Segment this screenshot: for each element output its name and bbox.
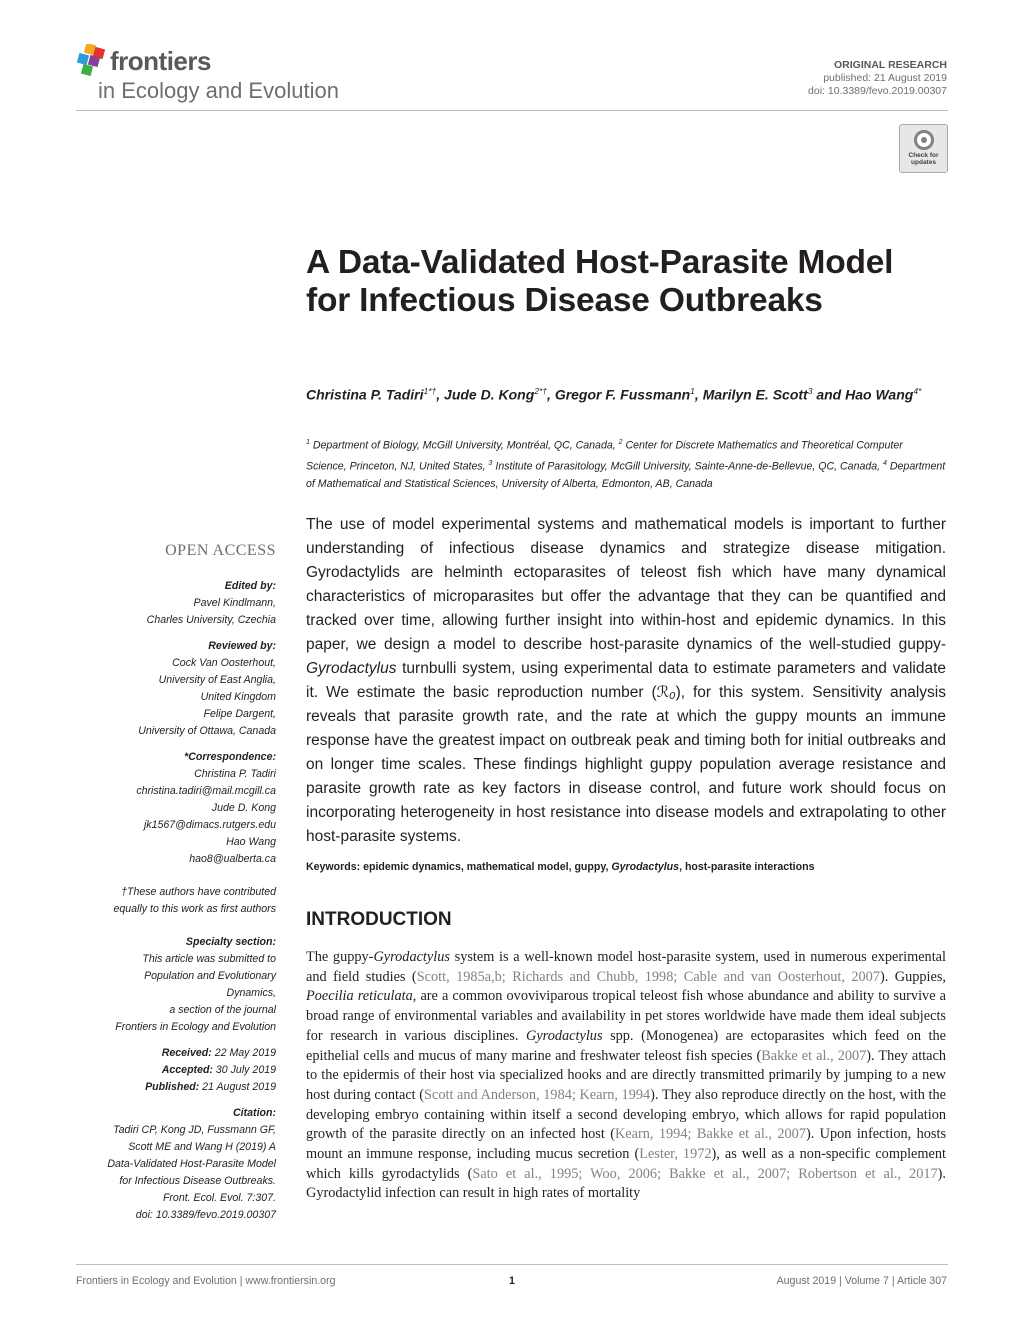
journal-logo[interactable] (76, 44, 376, 106)
affiliation-number: 4 (883, 460, 887, 468)
equal-contribution-note (76, 884, 276, 918)
citation-line: Data-Validated Host-Parasite Model (107, 1158, 276, 1170)
text-run: Gyrodactylus (306, 660, 397, 677)
author-name[interactable]: Jude D. Kong (444, 386, 535, 403)
published-date-sidebar: Published: 21 August 2019 (145, 1081, 276, 1093)
correspondent-email[interactable]: christina.tadiri@mail.mcgill.ca (136, 785, 276, 797)
author-separator: , (547, 386, 555, 403)
citation-doi[interactable]: doi: 10.3389/fevo.2019.00307 (135, 1209, 276, 1221)
affiliation-number: 2 (618, 439, 623, 446)
citation-link[interactable]: Sato et al., 1995; Woo, 2006; Bakke et al., 2007; Robertson et al., 2017 (472, 1165, 938, 1182)
citation-link[interactable]: Scott, 1985a,b; Richards and Chubb, 1998; Cable and van Oosterhout, 2007 (416, 968, 880, 985)
text-run: turnbulli system, using experimental data to estimate parameters and validate it. We estimate the basic reproduction number ( (306, 660, 946, 701)
accepted-date: Accepted: 30 July 2019 (161, 1064, 276, 1076)
reviewer-line: Cock Van Oosterhout, (172, 657, 276, 669)
equal-contribution-line: equally to this work as first authors (113, 903, 276, 915)
text-run: Keywords: epidemic dynamics, mathematical model, guppy, (306, 861, 612, 873)
text-run: ). Gyrodactylid infection can result in high rates of mortality (306, 1165, 946, 1202)
journal-brand: frontiers (110, 46, 211, 76)
text-run: ), for this system. Sensitivity analysis reveals that parasite growth rate, and the rate at which the guppy mounts an immune response have the greatest impact on outbreak peak and timing both for initial outbreaks and on longer time scales. These findings highlight guppy population average resistance and parasite growth rate as key factors in disease control, and future work should focus on incorporating heterogeneity in host resistance into disease models and extrapolating to other host-parasite systems. (306, 684, 946, 845)
text-run: ), as well as a non-specific complement which kills gyrodactylids ( (306, 1146, 946, 1182)
citation-line: for Infectious Disease Outbreaks. (119, 1175, 276, 1187)
affiliation-number: 3 (488, 460, 493, 468)
text-run: Gyrodactylus (526, 1027, 603, 1044)
crossmark-icon (914, 130, 934, 150)
reviewer-line: Felipe Dargent, (203, 708, 276, 720)
text-run: ). Guppies, (879, 968, 946, 985)
reviewer-line: University of Ottawa, Canada (138, 725, 276, 737)
text-run: are a common ovoviviparous tropical teleost fish whose abundance and ability to survive a broad range of environmental variables and availability in pet stores worldwide have made them ideal subjects for research in various disciplines. (306, 988, 946, 1044)
received-date: Received: 22 May 2019 (161, 1047, 276, 1059)
article-title: A Data-Validated Host-Parasite Model for Infectious Disease Outbreaks (306, 244, 894, 319)
correspondent-email[interactable]: jk1567@dimacs.rutgers.edu (143, 819, 276, 831)
specialty-section-block (76, 934, 276, 1036)
abstract (306, 513, 946, 849)
citation-line: Front. Ecol. Evol. 7:307. (162, 1192, 276, 1204)
text-run: ). Upon infection, hosts mount an immune response, including mucus secretion ( (306, 1126, 947, 1163)
text-run: Poecilia reticulata, (306, 988, 417, 1005)
author-separator: , (436, 386, 445, 403)
reviewed-by-label: Reviewed by: (208, 640, 276, 652)
check-updates-label: Check for updates (908, 152, 939, 166)
text-run: spp. (Monogenea) are ectoparasites which feed on the epithelial cells and mucus of many marine and freshwater teleost fish species ( (306, 1027, 946, 1064)
text-run: The guppy- (306, 949, 374, 965)
editor-line: Charles University, Czechia (146, 614, 276, 626)
author-affiliation-mark: 4* (913, 386, 922, 396)
affiliation-text: Department of Biology, McGill University, Montréal, QC, Canada, (309, 439, 619, 452)
specialty-line: Frontiers in Ecology and Evolution (115, 1021, 276, 1033)
author-name[interactable]: Marilyn E. Scott (702, 386, 808, 403)
correspondent-name: Hao Wang (226, 836, 276, 848)
article-type: ORIGINAL RESEARCH (834, 59, 947, 71)
article-meta (808, 59, 947, 98)
footer-issue: August 2019 | Volume 7 | Article 307 (776, 1275, 947, 1287)
edited-by-block (76, 578, 276, 629)
journal-subtitle: in Ecology and Evolution (98, 78, 339, 103)
edited-by-label: Edited by: (224, 580, 276, 592)
specialty-label: Specialty section: (185, 936, 276, 948)
editor-line: Pavel Kindlmann, (193, 597, 276, 609)
citation-link[interactable]: Lester, 1972 (639, 1146, 712, 1163)
author-list (306, 382, 946, 405)
reviewer-line: University of East Anglia, (158, 674, 276, 686)
footer-divider (76, 1264, 948, 1265)
citation-block (76, 1105, 276, 1224)
specialty-line: a section of the journal (169, 1004, 276, 1016)
author-affiliation-mark: 1*† (423, 386, 437, 396)
text-run: ). They attach to the epidermis of their host via specialized hooks and are directly transmitted primarily by jumping to a new host during contact ( (306, 1047, 946, 1103)
citation-link[interactable]: Kearn, 1994; Bakke et al., 2007 (614, 1126, 806, 1143)
text-run: ℛ₀ (656, 684, 676, 701)
citation-link[interactable]: Scott and Anderson, 1984; Kearn, 1994 (424, 1086, 651, 1103)
text-run: ). They also reproduce directly on the host, with the developing embryo containing within itself a second developing embryo, which allows for rapid population growth of the parasite directly on an infected host ( (306, 1086, 947, 1143)
citation-link[interactable]: Bakke et al., 2007 (761, 1047, 867, 1064)
open-access-label: OPEN ACCESS (165, 542, 276, 559)
author-name[interactable]: Christina P. Tadiri (306, 386, 424, 403)
author-separator: and (812, 386, 846, 403)
text-run: Gyrodactylus (611, 861, 680, 873)
specialty-line: Population and Evolutionary (144, 970, 276, 982)
text-run: Gyrodactylus (373, 949, 450, 965)
citation-line: Scott ME and Wang H (2019) A (128, 1141, 276, 1153)
dates-block (76, 1045, 276, 1096)
text-run: system is a well-known model host-parasite system, used in numerous experimental and field studies ( (306, 949, 946, 985)
author-name[interactable]: Hao Wang (845, 386, 914, 403)
header-doi[interactable]: doi: 10.3389/fevo.2019.00307 (808, 85, 947, 97)
text-run: The use of model experimental systems and mathematical models is important to further understanding of infectious disease dynamics and strategize disease mitigation. Gyrodactylids are helminth ectoparasites of teleost fish which have many dynamical characteristics of microparasites but offer the advantage that they can be quantified and tracked over time, allowing further insight into within-host and epidemic dynamics. In this paper, we design a model to describe host-parasite dynamics of the well-studied guppy- (306, 516, 946, 653)
specialty-line: This article was submitted to (142, 953, 276, 965)
footer-journal[interactable]: Frontiers in Ecology and Evolution | www.frontiersin.org (76, 1275, 336, 1287)
affiliation-text: Institute of Parasitology, McGill University, Sainte-Anne-de-Bellevue, QC, Canada, (492, 460, 884, 473)
correspondent-name: Jude D. Kong (211, 802, 276, 814)
author-name[interactable]: Gregor F. Fussmann (554, 386, 691, 403)
frontiers-logo-icon (76, 44, 108, 78)
introduction-text (306, 948, 946, 1204)
header-divider (76, 110, 948, 111)
affiliation-number: 1 (306, 439, 310, 446)
published-date: published: 21 August 2019 (823, 72, 947, 84)
specialty-line: Dynamics, (226, 987, 276, 999)
affiliation-text: Center for Discrete Mathematics and Theoretical Computer Science, Princeton, NJ, United States, (306, 439, 903, 473)
author-affiliation-mark: 3 (807, 386, 813, 396)
correspondence-block (76, 749, 276, 868)
author-affiliation-mark: 1 (690, 386, 695, 396)
reviewed-by-block (76, 638, 276, 740)
page-number: 1 (509, 1275, 515, 1287)
author-separator: , (694, 386, 703, 403)
correspondent-email[interactable]: hao8@ualberta.ca (189, 853, 276, 865)
check-for-updates-button[interactable] (899, 124, 948, 173)
correspondent-name: Christina P. Tadiri (194, 768, 276, 780)
correspondence-label: *Correspondence: (184, 751, 276, 763)
keywords (306, 861, 946, 873)
equal-contribution-line: †These authors have contributed (121, 886, 276, 898)
introduction-heading: INTRODUCTION (306, 909, 452, 930)
affiliations (306, 434, 946, 494)
author-affiliation-mark: 2*† (534, 386, 548, 396)
reviewer-line: United Kingdom (200, 691, 276, 703)
citation-label: Citation: (233, 1107, 276, 1119)
text-run: , host-parasite interactions (679, 861, 815, 873)
citation-line: Tadiri CP, Kong JD, Fussmann GF, (113, 1124, 276, 1136)
affiliation-text: Department of Mathematical and Statistical Sciences, University of Alberta, Edmonton, AB, Canada (306, 460, 946, 491)
article-sidebar (76, 540, 276, 1233)
